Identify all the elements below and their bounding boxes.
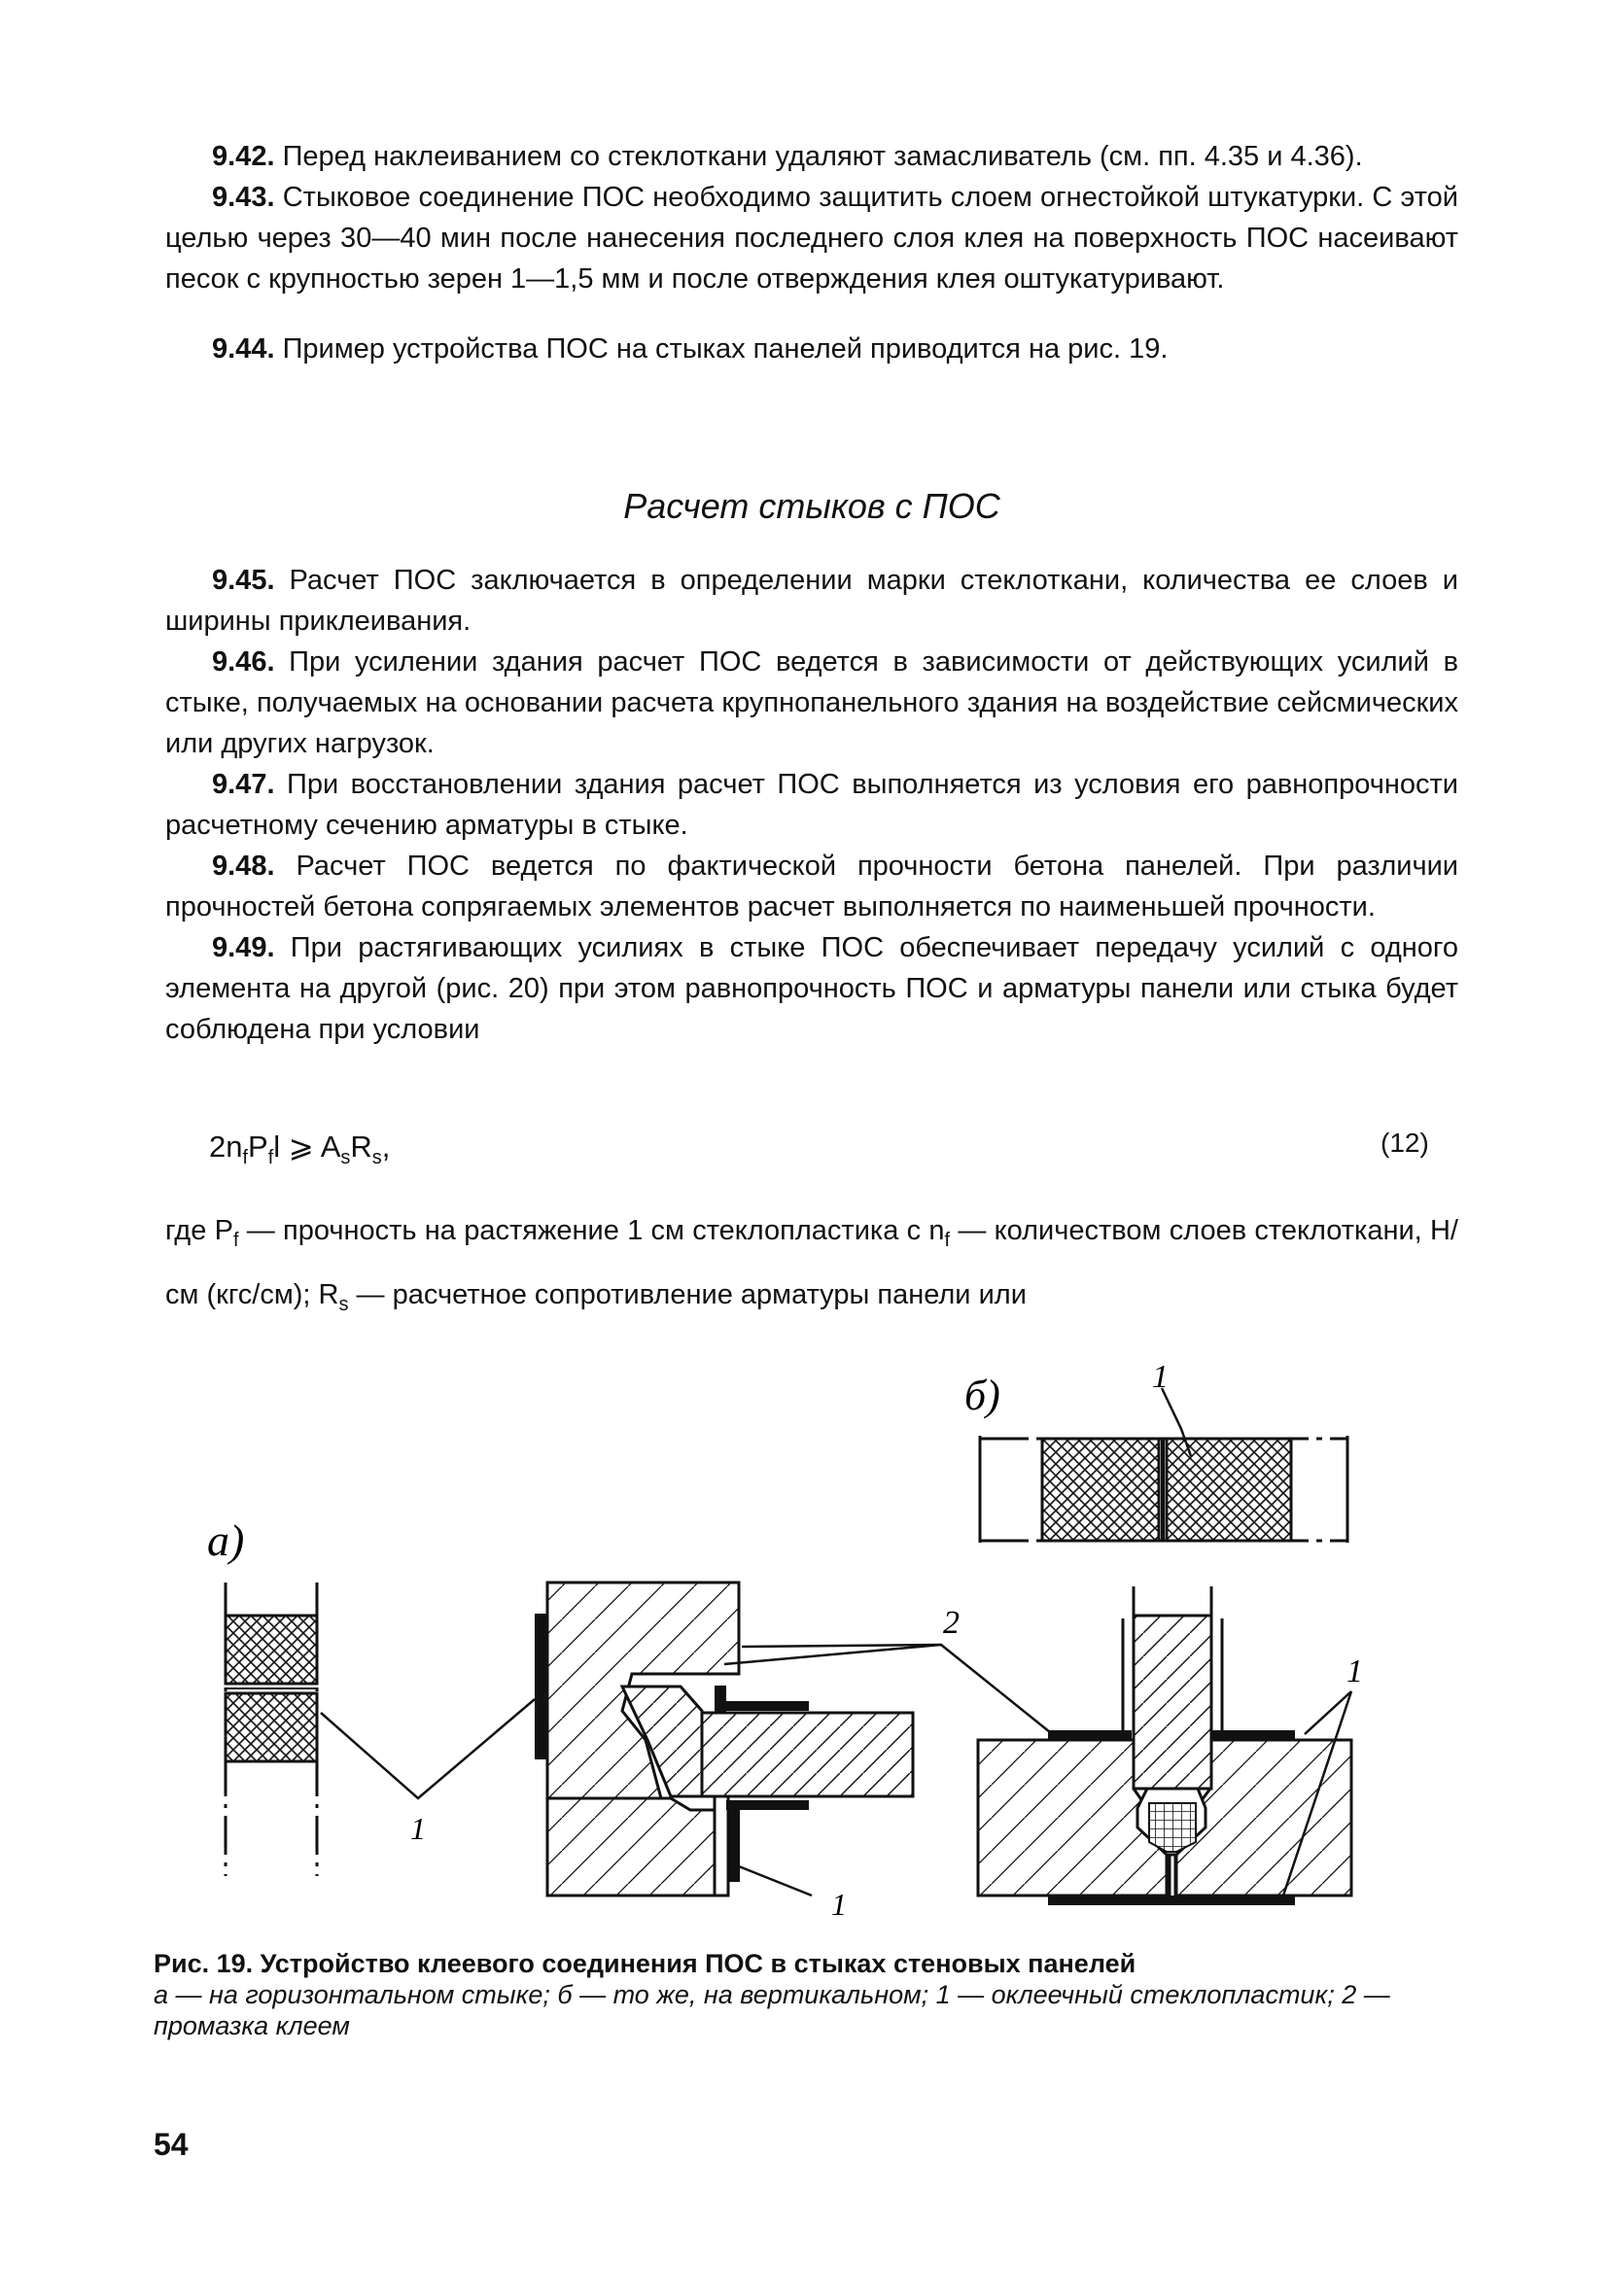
panel-a-section [226,1583,317,1876]
figure-caption [154,1948,1466,2041]
paragraph-9-43: 9.43. Стыковое соединение ПОС необходимо защитить слоем огнестойкой штукатурки. С этой целью через 30—40 мин после нанесения последнего слоя клея на поверхность ПОС насеивают песок с крупностью зерен 1—1,5 мм и после отверждения клея оштукатуривают. [165,182,1459,295]
label-b: б) [964,1372,1000,1419]
page-number: 54 [154,2127,189,2162]
horizontal-joint-drawing [321,1583,941,1896]
caption-title: Рис. 19. Устройство клеевого соединения ПОС в стыках стеновых панелей [154,1949,1136,1978]
equation-number: (12) [1381,1128,1429,1158]
callout-1-b-top: 1 [1152,1359,1169,1395]
callout-1-a: 1 [410,1811,426,1846]
paragraph-9-47: 9.47. При восстановлении здания расчет ПОС выполняется из условия его равнопрочности расчетному сечению арматуры в стыке. [165,769,1458,841]
paragraph-9-44: 9.44. Пример устройства ПОС на стыках панелей приводится на рис. 19. [212,333,1169,365]
paragraph-9-46: 9.46. При усилении здания расчет ПОС ведется в зависимости от действующих усилий в стыке, получаемых на основании расчета крупнопанельного здания на воздействие сейсмических или других нагрузок. [165,646,1458,759]
caption-body: а — на горизонтальном стыке; б — то же, на вертикальном; 1 — оклеечный стеклопластик; 2 — промазка клеем [154,1980,1390,2040]
panel-b-plan [980,1388,1347,1543]
callout-1-a2: 1 [831,1887,847,1922]
paragraph-9-42: 9.42. Перед наклеиванием со стеклоткани удаляют замасливатель (см. пп. 4.35 и 4.36). [212,141,1363,172]
callout-1-b: 1 [1346,1653,1363,1689]
paragraph-9-49: 9.49. При растягивающих усилиях в стыке ПОС обеспечивает передачу усилий с одного элемента на другой (рис. 20) при этом равнопрочность ПОС и арматуры панели или стыка будет соблюдена при условии [165,932,1458,1045]
label-a: a) [207,1515,245,1565]
paragraph-9-45: 9.45. Расчет ПОС заключается в определении марки стеклоткани, количества ее слоев и ширины приклеивания. [165,565,1458,637]
section-heading: Расчет стыков с ПОС [623,486,1000,526]
formula-12: $2n_fP_fl$ ⩾ $A_sR_s$, [209,1130,391,1169]
paragraph-9-48: 9.48. Расчет ПОС ведется по фактической прочности бетона панелей. При различии прочностей бетона сопрягаемых элементов расчет выполняется по наименьшей прочности. [165,851,1458,922]
where-clause: где $P_f$ — прочность на растяжение 1 см стеклопластика с $n_f$ — количеством слоев стеклоткани, Н/см (кгс/см); $R_s$ — расчетное сопротивление арматуры панели или [165,1215,1458,1315]
callout-2: 2 [943,1605,960,1641]
